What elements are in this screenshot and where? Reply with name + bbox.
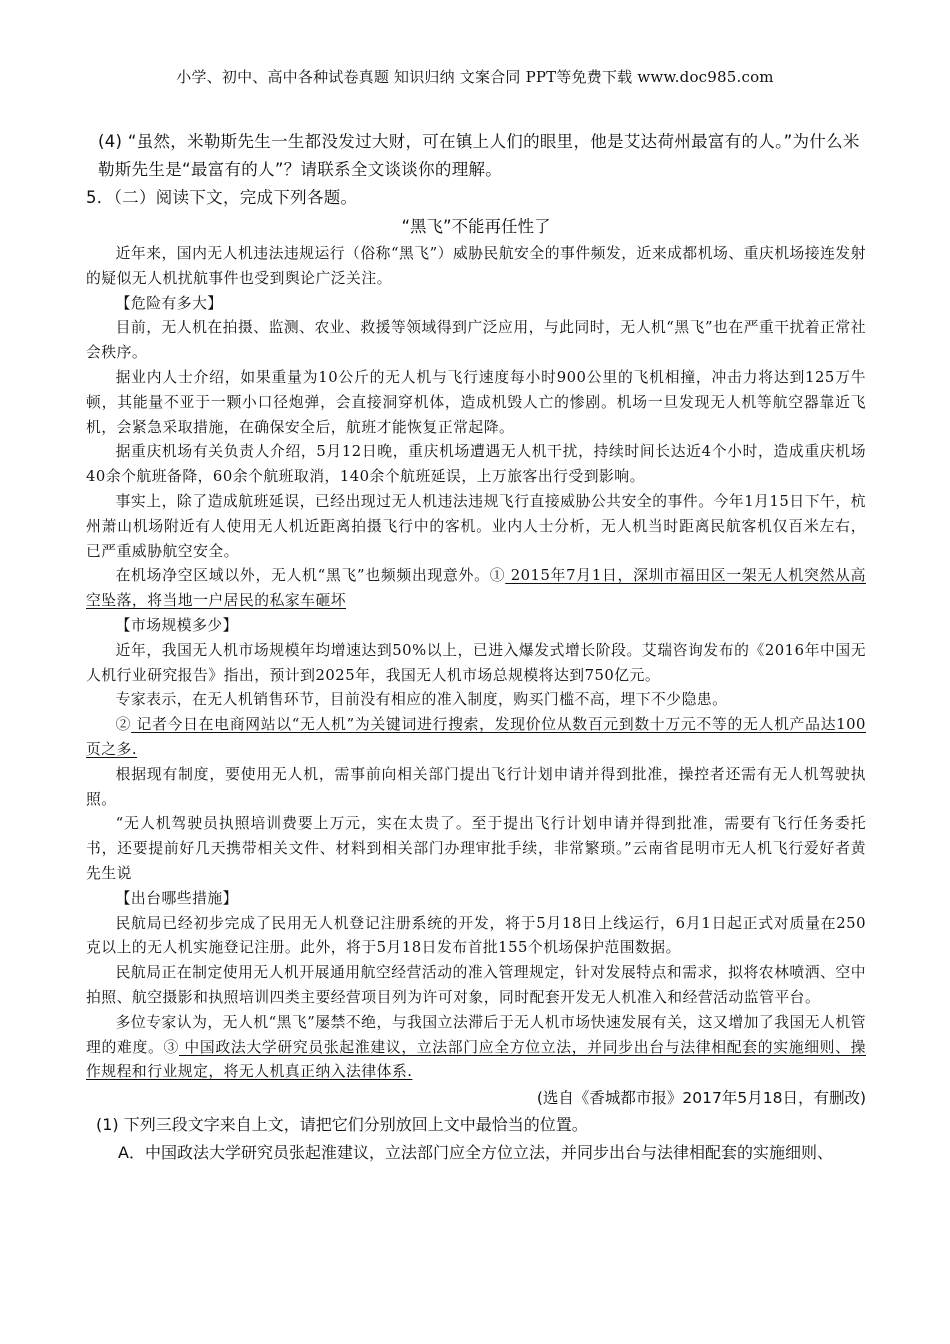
blank-marker-1: ① [489, 567, 506, 585]
paragraph-lead: 在机场净空区域以外，无人机“黑飞”也频频出现意外。 [115, 567, 490, 585]
underlined-answer-2: 记者今日在电商网站以“无人机”为关键词进行搜索，发现价位从数百元到数十万元不等的无人机产品达100页之多. [86, 716, 866, 758]
paragraph: 事实上，除了造成航班延误，已经出现过无人机违法违规飞行直接威胁公共安全的事件。今年1月15日下午，杭州萧山机场附近有人使用无人机近距离拍摄飞行中的客机。业内人士分析，无人机当时距离民航客机仅百米左右，已严重威胁航空安全。 [86, 492, 866, 560]
paragraph: 近年，我国无人机市场规模年均增速达到50%以上，已进入爆发式增长阶段。艾瑞咨询发布的《2016年中国无人机行业研究报告》指出，预计到2025年，我国无人机市场总规模将达到750亿元。 [86, 641, 866, 684]
article-text [86, 242, 866, 1085]
underlined-answer-1: 2015年7月1日，深圳市福田区一架无人机突然从高空坠落，将当地一户居民的私家车砸坏 [86, 567, 866, 610]
paragraph [86, 713, 866, 763]
paragraph: 据重庆机场有关负责人介绍，5月12日晚，重庆机场遭遇无人机干扰，持续时间长达近4个小时，造成重庆机场40余个航班备降，60余个航班取消，140余个航班延误，上万旅客出行受到影响。 [86, 443, 866, 486]
article-source: (选自《香城都市报》2017年5月18日，有删改) [536, 1089, 866, 1108]
paragraph: “无人机驾驶员执照培训费要上万元，实在太贵了。至于提出飞行计划申请并得到批准，需要有飞行任务委托书，还要提前好几天携带相关文件、材料到相关部门办理审批手续，非常繁琐。”云南省昆明市无人机飞行爱好者黄先生说 [86, 815, 866, 882]
option-a: A．中国政法大学研究员张起淮建议，立法部门应全方位立法，并同步出台与法律相配套的实施细则、 [118, 1143, 833, 1163]
blank-marker-3: ③ [163, 1038, 179, 1056]
page-header: 小学、初中、高中各种试卷真题 知识归纳 文案合同 PPT等免费下载 www.doc985.com [176, 68, 774, 86]
blank-marker-2: ② [115, 716, 132, 734]
paragraph: 据业内人士介绍，如果重量为10公斤的无人机与飞行速度每小时900公里的飞机相撞，冲击力将达到125万牛顿，其能量不亚于一颗小口径炮弹，会直接洞穿机体，造成机毁人亡的惨剧。机场一旦发现无人机等航空器靠近飞机，会紧急采取措施，在确保安全后，航班才能恢复正常起降。 [86, 368, 866, 436]
paragraph-lead: 多位专家认为，无人机“黑飞”屡禁不绝，与我国立法滞后于无人机市场快速发展有关，这又增加了我国无人机管理的难度。 [86, 1013, 866, 1056]
article-title: “黑飞”不能再任性了 [401, 217, 551, 236]
sub-question-1: (1) 下列三段文字来自上文，请把它们分别放回上文中最恰当的位置。 [96, 1115, 588, 1135]
paragraph: 民航局正在制定使用无人机开展通用航空经营活动的准入管理规定，针对发展特点和需求，拟将农林喷洒、空中拍照、航空摄影和执照培训四类主要经营项目列为许可对象，同时配套开发无人机准入和经营活动监管平台。 [86, 964, 866, 1006]
paragraph [86, 1011, 866, 1085]
paragraph: 目前，无人机在拍摄、监测、农业、救援等领域得到广泛应用，与此同时，无人机“黑飞”也在严重干扰着正常社会秩序。 [86, 319, 866, 362]
underlined-answer-3: 中国政法大学研究员张起淮建议，立法部门应全方位立法，并同步出台与法律相配套的实施细则、操作规程和行业规定，将无人机真正纳入法律体系. [86, 1038, 866, 1081]
section-heading: 【市场规模多少】 [115, 616, 238, 634]
paragraph: 专家表示，在无人机销售环节，目前没有相应的准入制度，购买门槛不高，埋下不少隐患。 [115, 691, 728, 709]
paragraph [86, 564, 866, 614]
paragraph: 近年来，国内无人机违法违规运行（俗称“黑飞”）威胁民航安全的事件频发，近来成都机场、重庆机场接连发射的疑似无人机扰航事件也受到舆论广泛关注。 [86, 245, 866, 287]
section-heading: 【危险有多大】 [115, 294, 223, 312]
question-5: 5．（二）阅读下文，完成下列各题。 [86, 188, 358, 207]
paragraph: 根据现有制度，要使用无人机，需事前向相关部门提出飞行计划申请并得到批准，操控者还需有无人机驾驶执照。 [86, 765, 866, 808]
paragraph: 民航局已经初步完成了民用无人机登记注册系统的开发，将于5月18日上线运行，6月1日起正式对质量在250克以上的无人机实施登记注册。此外，将于5月18日发布首批155个机场保护范围数据。 [86, 914, 866, 957]
question-4: (4) “虽然，米勒斯先生一生都没发过大财，可在镇上人们的眼里，他是艾达荷州最富有的人。”为什么米勒斯先生是“最富有的人”？请联系全文谈谈你的理解。 [98, 132, 860, 179]
section-heading: 【出台哪些措施】 [115, 889, 238, 907]
document-body [86, 128, 866, 1167]
